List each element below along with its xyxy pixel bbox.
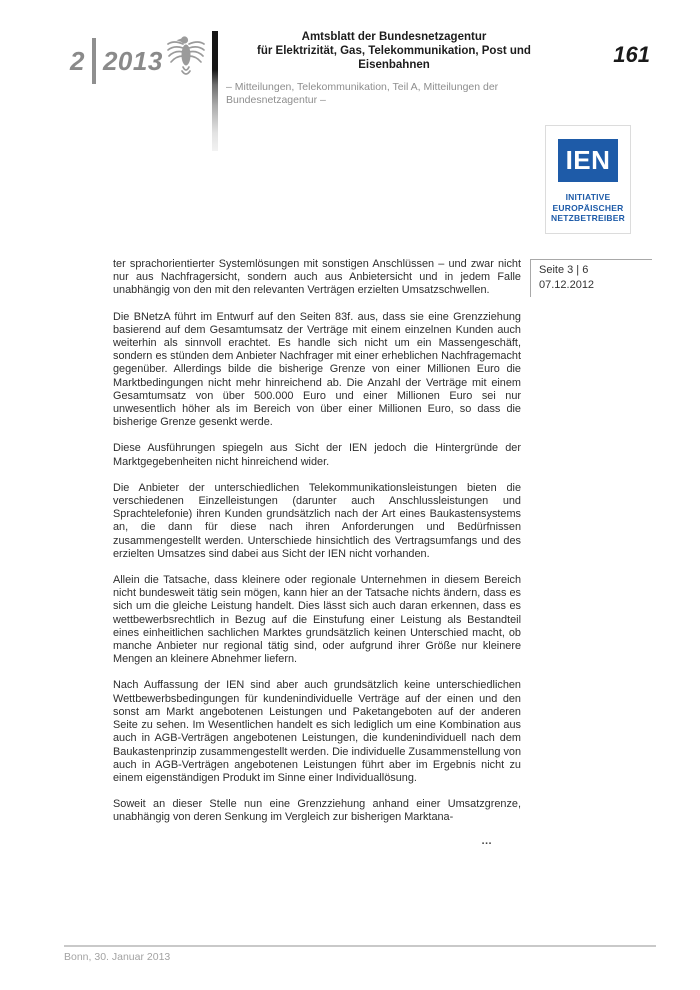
body-paragraph: Allein die Tatsache, dass kleinere oder regionale Unternehmen in diesem Bereich nicht bundesweit tätig sein mögen, kann hier an der Tatsache nichts ändern, dass es sich um die gleiche Leistung handelt. Dies lässt sich auch daran erkennen, dass es wettbewerbsrechtlich in Bezug auf die Einstufung einer Leistung als Bestandteil eines einheitlichen sachlichen Marktes grundsätzlich keinen Unterschied macht, ob manche Anbieter nur regional tätig sind, oder aufgrund ihrer Größe nur kleinere Mengen an kleinere Abnehmer liefern. [113, 574, 521, 666]
page-info: Seite 3 | 6 [539, 264, 589, 276]
document-date: 07.12.2012 [539, 278, 595, 291]
body-paragraph: ter sprachorientierter Systemlösungen mit sonstigen Anschlüssen – und zwar nicht nur aus Nachfragersicht, sondern auch aus Anbietersicht und in jedem Falle unabhängig von den mit den relevanten Verträgen erzielten Umsatzschwellen. [113, 258, 521, 297]
masthead-title-line2: für Elektrizität, Gas, Telekommunikation, Post und Eisenbahnen [257, 45, 531, 71]
ien-caption-line1: INITIATIVE [565, 192, 611, 202]
masthead-subtitle: – Mitteilungen, Telekommunikation, Teil A, Mitteilungen der Bundesnetzagentur – [226, 81, 499, 106]
body-paragraph: Die Anbieter der unterschiedlichen Telekommunikationsleistungen bieten die verschiedenen Einzelleistungen (darunter auch Anschlussleistungen und Sprachtelefonie) ihren Kunden grundsätzlich nach der Art eines Baukastensystems an, die dann für diese nach ihren Anforderungen und Bedürfnissen zusammengestellt werden. Unterschiede hinsichtlich des Vertragsumfangs und des erzielten Umsatzes sind dabei aus Sicht der IEN nicht vorhanden. [113, 481, 521, 560]
page-number: 161 [613, 42, 650, 67]
issue-number: 2 [70, 45, 85, 76]
page-meta-box [530, 259, 652, 297]
header-divider-bar [212, 31, 218, 151]
continuation-mark: … [481, 834, 493, 847]
body-text-column [113, 258, 521, 861]
issue-year: 2013 [102, 45, 163, 76]
footer-place-date: Bonn, 30. Januar 2013 [64, 951, 171, 963]
footer-rule [64, 945, 656, 947]
masthead-title-line1: Amtsblatt der Bundesnetzagentur [301, 31, 487, 43]
body-paragraph: Die BNetzA führt im Entwurf auf den Seiten 83f. aus, dass sie eine Grenzziehung basierend auf dem Gesamtumsatz der Verträge mit einem einzelnen Kunden auch weiterhin als sinnvoll erachtet. Es handle sich nicht um ein Massengeschäft, sondern es stünden dem Anbieter Nachfrager mit einer erheblichen Nachfragemacht gegenüber. Allerdings bilde die bisherige Grenze von einer Millionen Euro die Marktbedingungen nicht mehr hinreichend ab. Die Anzahl der Verträge mit einem Gesamtumsatz von über 500.000 Euro und einer Millionen Euro sei nur unwesentlich höher als im Bereich von über einer Millionen Euro, so dass die bisherige Grenze gesenkt werde. [113, 310, 521, 429]
ien-caption-line2: EUROPÄISCHER [552, 202, 624, 213]
ien-logo-caption [546, 192, 630, 224]
body-paragraph: Diese Ausführungen spiegeln aus Sicht der IEN jedoch die Hintergründe der Marktgegebenheiten nicht hinreichend wider. [113, 442, 521, 468]
issue-block [70, 38, 163, 84]
ien-logo-acronym: IEN [558, 139, 618, 182]
ien-logo [545, 125, 631, 234]
masthead [226, 30, 562, 107]
federal-eagle-icon [166, 31, 206, 83]
issue-separator [92, 38, 96, 84]
ien-caption-line3: NETZBETREIBER [551, 213, 625, 223]
body-paragraph: Soweit an dieser Stelle nun eine Grenzziehung anhand einer Umsatzgrenze, unabhängig von deren Senkung im Vergleich zur bisherigen Marktana- [113, 798, 521, 824]
body-paragraph: Nach Auffassung der IEN sind aber auch grundsätzlich keine unterschiedlichen Wettbewerbsbedingungen für kundenindividuelle Verträge auf der einen und den sonst am Markt angebotenen Leistungen und Paketangeboten auf der anderen Seite zu sehen. Im Wesentlichen handelt es sich lediglich um eine Kombination aus auch in AGB-Verträgen angebotenen Leistungen, die kundenindividuell nach dem Baukastenprinzip zusammengestellt werden. Die individuelle Zusammenstellung von auch in AGB-Verträgen angebotenen Leistungen führt aber im Ergebnis nicht zu einem eigenständigen Produkt im Sinne einer Individuallösung. [113, 679, 522, 784]
